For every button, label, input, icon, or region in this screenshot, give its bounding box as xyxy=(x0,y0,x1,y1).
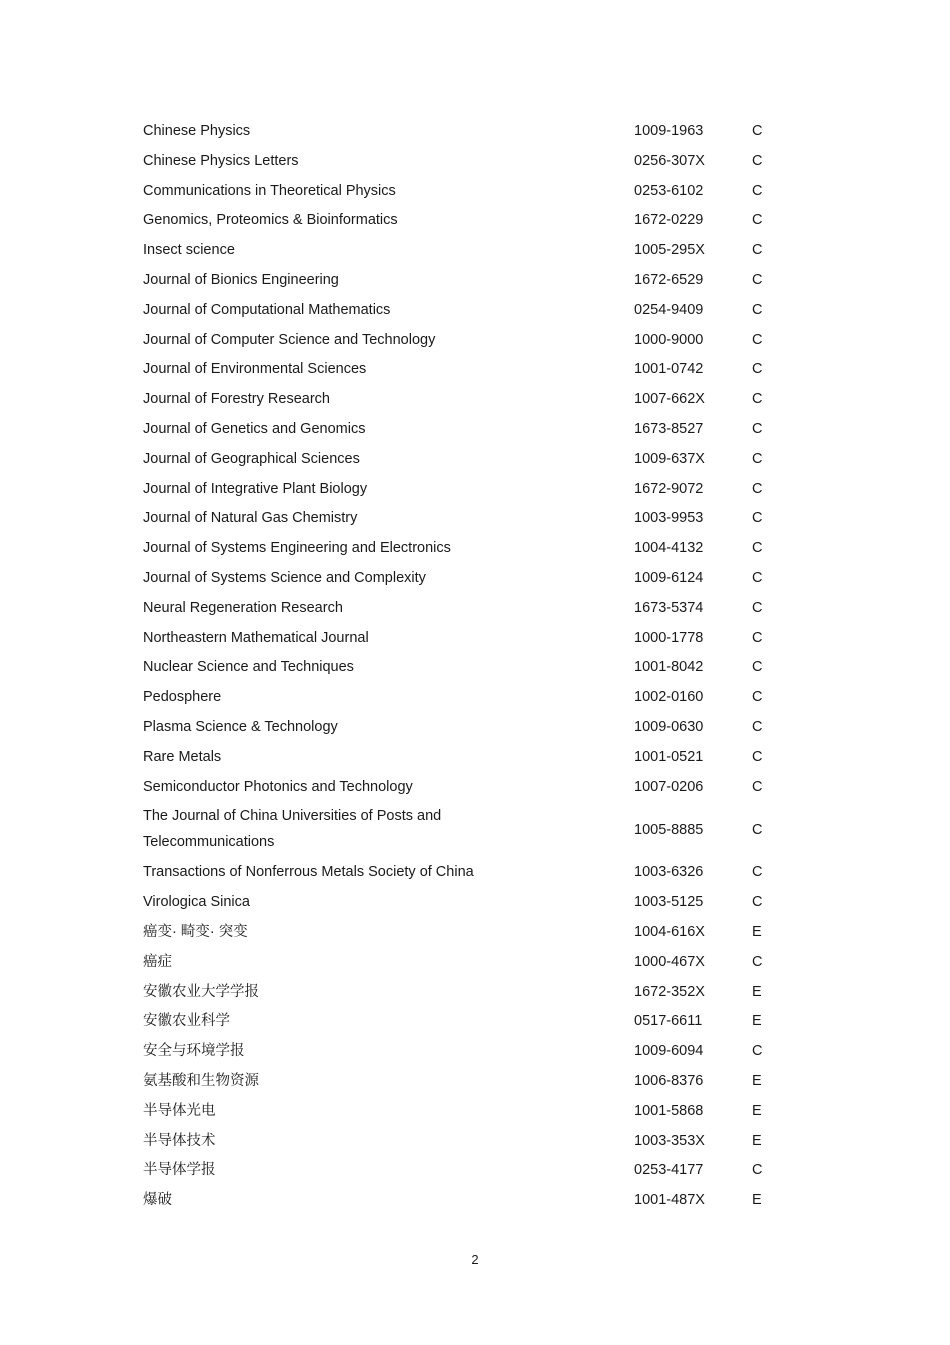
journal-name: Neural Regeneration Research xyxy=(143,599,343,616)
table-row xyxy=(143,534,783,564)
journal-issn: 1003-6326 xyxy=(634,864,704,881)
journal-grade: E xyxy=(752,1072,762,1089)
table-row xyxy=(143,918,783,948)
journal-grade: E xyxy=(752,1132,762,1149)
journal-issn: 1003-353X xyxy=(634,1132,705,1149)
journal-name: Journal of Environmental Sciences xyxy=(143,361,367,378)
journal-issn: 1007-0206 xyxy=(634,778,704,795)
journal-name: Pedosphere xyxy=(143,689,222,706)
journal-issn: 1001-487X xyxy=(634,1192,705,1209)
journal-name: Journal of Bionics Engineering xyxy=(143,271,339,288)
table-row xyxy=(143,177,783,207)
journal-grade: C xyxy=(752,659,763,676)
journal-grade: C xyxy=(752,301,763,318)
journal-name: 半导体光电 xyxy=(143,1102,216,1119)
journal-grade: C xyxy=(752,480,763,497)
table-row xyxy=(143,594,783,624)
journal-issn: 0517-6611 xyxy=(634,1013,703,1030)
journal-grade: C xyxy=(752,540,763,557)
journal-issn: 1004-4132 xyxy=(634,540,704,557)
journal-grade: C xyxy=(752,599,763,616)
journal-name: 癌变· 畸变· 突变 xyxy=(143,923,248,940)
journal-grade: E xyxy=(752,1013,762,1030)
journal-grade: E xyxy=(752,1192,762,1209)
journal-grade: C xyxy=(752,864,763,881)
table-row xyxy=(143,147,783,177)
journal-issn: 1005-8885 xyxy=(634,822,704,839)
table-row xyxy=(143,1067,783,1097)
journal-table xyxy=(143,117,783,1216)
journal-issn: 1009-1963 xyxy=(634,123,704,139)
journal-name: 癌症 xyxy=(143,953,172,970)
journal-name: 半导体技术 xyxy=(143,1132,216,1149)
table-row xyxy=(143,773,783,803)
journal-name: 安徽农业大学学报 xyxy=(143,983,259,1000)
journal-name: Chinese Physics xyxy=(143,123,251,139)
journal-name: Northeastern Mathematical Journal xyxy=(143,629,369,646)
journal-grade: C xyxy=(752,331,763,348)
table-row xyxy=(143,1097,783,1127)
journal-grade: C xyxy=(752,271,763,288)
table-row xyxy=(143,624,783,654)
journal-issn: 0254-9409 xyxy=(634,301,704,318)
journal-name: 氨基酸和生物资源 xyxy=(143,1072,259,1089)
table-row xyxy=(143,296,783,326)
page-number: 2 xyxy=(471,1252,479,1267)
journal-grade: C xyxy=(752,152,763,169)
journal-issn: 1001-0742 xyxy=(634,361,704,378)
journal-issn: 1004-616X xyxy=(634,923,705,940)
journal-name: Communications in Theoretical Physics xyxy=(143,182,396,199)
table-row xyxy=(143,564,783,594)
table-row xyxy=(143,475,783,505)
journal-grade: C xyxy=(752,242,763,259)
table-row xyxy=(143,1037,783,1067)
journal-grade: E xyxy=(752,1102,762,1119)
journal-name: Virologica Sinica xyxy=(143,894,250,911)
table-row xyxy=(143,948,783,978)
journal-issn: 1007-662X xyxy=(634,391,705,408)
journal-name: Transactions of Nonferrous Metals Society of China xyxy=(143,864,474,881)
journal-issn: 1006-8376 xyxy=(634,1072,704,1089)
table-row xyxy=(143,117,783,147)
journal-issn: 1003-5125 xyxy=(634,894,704,911)
journal-grade: C xyxy=(752,510,763,527)
journal-issn: 1673-8527 xyxy=(634,420,704,437)
journal-name: Genomics, Proteomics & Bioinformatics xyxy=(143,212,398,229)
journal-name: Rare Metals xyxy=(143,748,222,765)
table-row xyxy=(143,743,783,773)
journal-issn: 1002-0160 xyxy=(634,689,704,706)
journal-grade: C xyxy=(752,182,763,199)
journal-name: Journal of Genetics and Genomics xyxy=(143,420,366,437)
journal-grade: C xyxy=(752,420,763,437)
journal-issn: 1009-6094 xyxy=(634,1043,704,1060)
journal-name: 半导体学报 xyxy=(143,1162,216,1179)
table-row xyxy=(143,858,783,888)
journal-name: Journal of Systems Science and Complexity xyxy=(143,569,426,586)
journal-issn: 1672-9072 xyxy=(634,480,704,497)
journal-grade: C xyxy=(752,689,763,706)
journal-grade: C xyxy=(752,1162,763,1179)
journal-issn: 1000-9000 xyxy=(634,331,704,348)
journal-issn: 1673-5374 xyxy=(634,599,704,616)
table-row xyxy=(143,1127,783,1157)
journal-name: Insect science xyxy=(143,242,235,259)
journal-issn: 1005-295X xyxy=(634,242,705,259)
journal-issn: 1672-6529 xyxy=(634,271,704,288)
journal-issn: 1000-467X xyxy=(634,953,705,970)
journal-name: Journal of Natural Gas Chemistry xyxy=(143,510,358,527)
table-row xyxy=(143,266,783,296)
journal-grade: C xyxy=(752,361,763,378)
journal-name: 爆破 xyxy=(143,1192,172,1209)
table-row xyxy=(143,1007,783,1037)
journal-issn: 1009-0630 xyxy=(634,718,704,735)
journal-name: Journal of Forestry Research xyxy=(143,391,330,408)
journal-issn: 1000-1778 xyxy=(634,629,704,646)
journal-grade: E xyxy=(752,923,762,940)
journal-grade: C xyxy=(752,718,763,735)
table-row xyxy=(143,355,783,385)
journal-issn: 1009-637X xyxy=(634,450,705,467)
journal-name: Chinese Physics Letters xyxy=(143,152,299,169)
journal-issn: 0256-307X xyxy=(634,152,705,169)
journal-grade: C xyxy=(752,391,763,408)
journal-grade: C xyxy=(752,450,763,467)
journal-issn: 1003-9953 xyxy=(634,510,704,527)
table-row xyxy=(143,713,783,743)
journal-grade: E xyxy=(752,983,762,1000)
journal-name: 安全与环境学报 xyxy=(143,1043,245,1060)
table-row xyxy=(143,415,783,445)
table-row xyxy=(143,445,783,475)
journal-name: 安徽农业科学 xyxy=(143,1013,230,1030)
journal-grade: C xyxy=(752,953,763,970)
journal-grade: C xyxy=(752,1043,763,1060)
journal-grade: C xyxy=(752,123,763,139)
table-row xyxy=(143,385,783,415)
table-row xyxy=(143,802,783,858)
journal-name: Journal of Geographical Sciences xyxy=(143,450,360,467)
journal-name: Journal of Computational Mathematics xyxy=(143,301,391,318)
table-row xyxy=(143,683,783,713)
journal-issn: 0253-6102 xyxy=(634,182,704,199)
table-row xyxy=(143,978,783,1008)
table-row xyxy=(143,1186,783,1216)
journal-grade: C xyxy=(752,212,763,229)
journal-issn: 1009-6124 xyxy=(634,569,704,586)
journal-grade: C xyxy=(752,569,763,586)
journal-issn: 1001-0521 xyxy=(634,748,704,765)
journal-grade: C xyxy=(752,629,763,646)
journal-name: Journal of Integrative Plant Biology xyxy=(143,480,368,497)
table-row xyxy=(143,236,783,266)
journal-name: Journal of Systems Engineering and Electronics xyxy=(143,540,451,557)
journal-issn: 0253-4177 xyxy=(634,1162,704,1179)
journal-grade: C xyxy=(752,778,763,795)
journal-name: Plasma Science & Technology xyxy=(143,718,338,735)
journal-name: Nuclear Science and Techniques xyxy=(143,659,354,676)
journal-grade: C xyxy=(752,822,763,839)
journal-name: Journal of Computer Science and Technology xyxy=(143,331,436,348)
journal-name: Semiconductor Photonics and Technology xyxy=(143,778,413,795)
journal-issn: 1001-8042 xyxy=(634,659,704,676)
journal-issn: 1001-5868 xyxy=(634,1102,704,1119)
table-row xyxy=(143,653,783,683)
table-row xyxy=(143,326,783,356)
table-row xyxy=(143,1156,783,1186)
journal-issn: 1672-352X xyxy=(634,983,705,1000)
table-row xyxy=(143,504,783,534)
table-row xyxy=(143,888,783,918)
journal-grade: C xyxy=(752,894,763,911)
table-row xyxy=(143,206,783,236)
journal-issn: 1672-0229 xyxy=(634,212,704,229)
journal-name: The Journal of China Universities of Posts and Telecommunications xyxy=(143,808,442,851)
journal-grade: C xyxy=(752,748,763,765)
